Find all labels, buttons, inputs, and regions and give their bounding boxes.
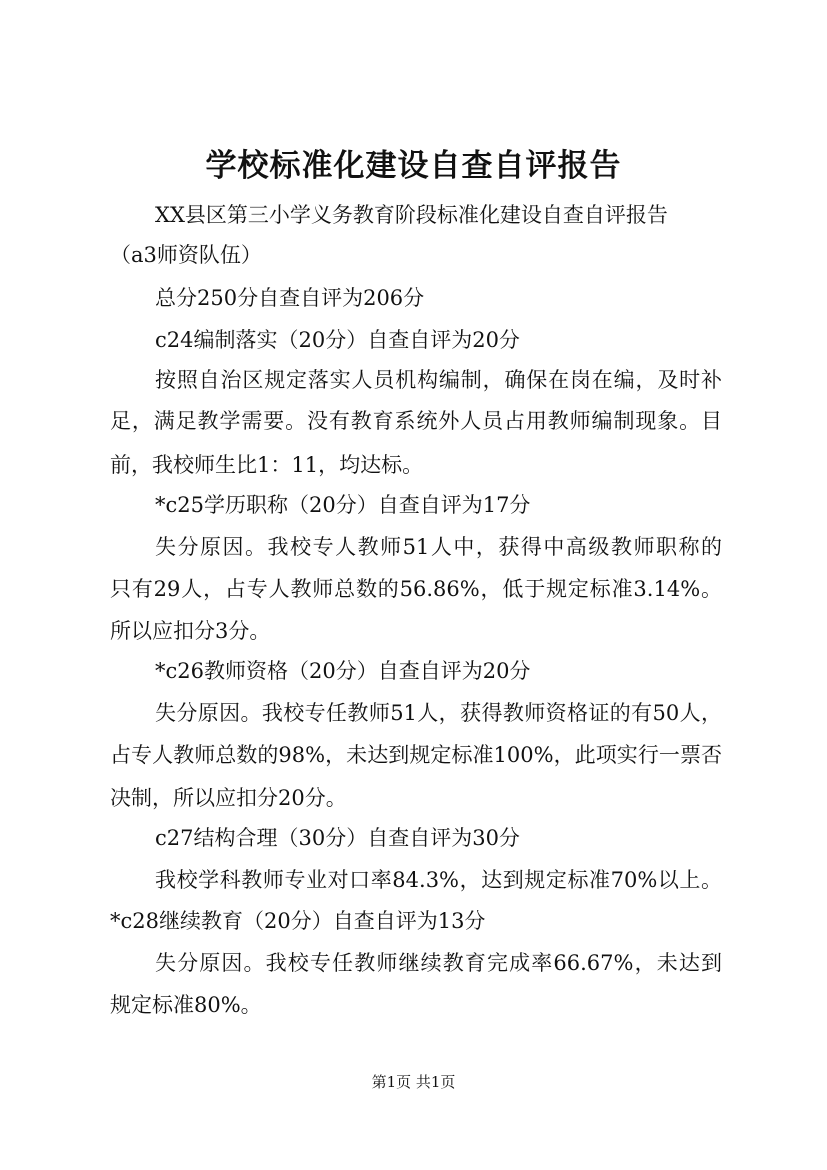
page-footer: 第1页 共1页 bbox=[371, 1073, 456, 1091]
item-c26-heading: *c26教师资格（20分）自查自评为20分 bbox=[155, 659, 531, 683]
item-c24-heading: c24编制落实（20分）自查自评为20分 bbox=[155, 328, 520, 352]
paragraph-line: 决制，所以应扣分20分。 bbox=[110, 786, 347, 810]
section-label: （a3师资队伍） bbox=[110, 243, 262, 267]
paragraph-line: 占专人教师总数的98%，未达到规定标准100%，此项实行一票否 bbox=[110, 743, 722, 767]
paragraph-line: 失分原因。我校专任教师51人，获得教师资格证的有50人， bbox=[155, 701, 722, 725]
paragraph-line: 足，满足教学需要。没有教育系统外人员占用教师编制现象。目 bbox=[110, 409, 722, 433]
paragraph-line: 失分原因。我校专任教师继续教育完成率66.67%，未达到 bbox=[155, 951, 722, 975]
report-subtitle: XX县区第三小学义务教育阶段标准化建设自查自评报告 bbox=[155, 203, 668, 227]
item-c28-heading: *c28继续教育（20分）自查自评为13分 bbox=[110, 909, 486, 933]
paragraph-line: 所以应扣分3分。 bbox=[110, 619, 271, 643]
total-score-line: 总分250分自查自评为206分 bbox=[155, 286, 425, 310]
item-c25-heading: *c25学历职称（20分）自查自评为17分 bbox=[155, 493, 531, 517]
paragraph-line: 按照自治区规定落实人员机构编制，确保在岗在编，及时补 bbox=[155, 368, 722, 392]
document-title: 学校标准化建设自查自评报告 bbox=[205, 148, 622, 184]
paragraph-line: 失分原因。我校专人教师51人中，获得中高级教师职称的 bbox=[155, 535, 722, 559]
item-c27-heading: c27结构合理（30分）自查自评为30分 bbox=[155, 826, 520, 850]
paragraph-line: 我校学科教师专业对口率84.3%，达到规定标准70%以上。 bbox=[155, 868, 722, 892]
paragraph-line: 前，我校师生比1：11，均达标。 bbox=[110, 453, 424, 477]
paragraph-line: 规定标准80%。 bbox=[110, 993, 262, 1017]
paragraph-line: 只有29人，占专人教师总数的56.86%，低于规定标准3.14%。 bbox=[110, 577, 722, 601]
